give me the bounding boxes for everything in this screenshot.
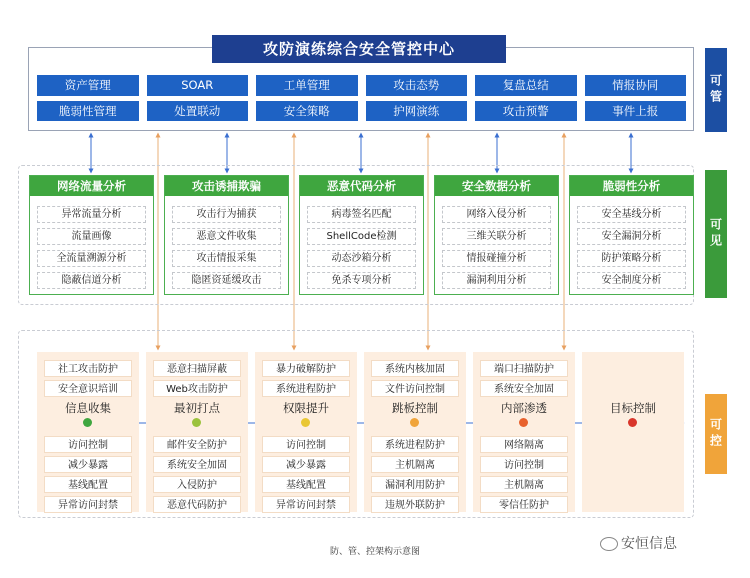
stage-label: 内部渗透 [501, 401, 547, 415]
stage-item[interactable]: 端口扫描防护 [480, 360, 568, 377]
vis-item[interactable]: 安全漏洞分析 [577, 228, 686, 245]
vis-col-network-traffic [29, 175, 154, 295]
stage-item[interactable]: 主机隔离 [371, 456, 459, 473]
mgmt-attack-situation[interactable]: 攻击态势 [366, 75, 468, 96]
stage-item[interactable]: 系统进程防护 [262, 380, 350, 397]
stage-item[interactable]: 恶意扫描屏蔽 [153, 360, 241, 377]
stage-item[interactable]: 暴力破解防护 [262, 360, 350, 377]
vis-header: 恶意代码分析 [300, 176, 423, 196]
side-tab-manage: 可管 [705, 48, 727, 132]
vis-header: 网络流量分析 [30, 176, 153, 196]
mgmt-security-policy[interactable]: 安全策略 [256, 101, 358, 122]
stage-item[interactable]: 入侵防护 [153, 476, 241, 493]
vis-item[interactable]: 动态沙箱分析 [307, 250, 416, 267]
stage-item[interactable]: 系统内核加固 [371, 360, 459, 377]
vis-item[interactable]: ShellCode检测 [307, 228, 416, 245]
side-tab-see: 可见 [705, 170, 727, 298]
timeline-dot-3 [301, 418, 310, 427]
stage-item[interactable]: 恶意代码防护 [153, 496, 241, 513]
stage-item[interactable]: 基线配置 [262, 476, 350, 493]
vis-col-vulnerability [569, 175, 694, 295]
mgmt-asset-management[interactable]: 资产管理 [37, 75, 139, 96]
stage-item[interactable]: 网络隔离 [480, 436, 568, 453]
stage-initial-access [146, 352, 248, 512]
mgmt-response-linkage[interactable]: 处置联动 [147, 101, 249, 122]
side-tab-control: 可控 [705, 394, 727, 474]
vis-item[interactable]: 三维关联分析 [442, 228, 551, 245]
stage-item[interactable]: 异常访问封禁 [44, 496, 132, 513]
stage-item[interactable]: 异常访问封禁 [262, 496, 350, 513]
vis-header: 攻击诱捕欺骗 [165, 176, 288, 196]
vis-col-security-data [434, 175, 559, 295]
timeline-dot-2 [192, 418, 201, 427]
mgmt-vuln-management[interactable]: 脆弱性管理 [37, 101, 139, 122]
page-title: 攻防演练综合安全管控中心 [212, 35, 506, 63]
stage-item[interactable]: 文件访问控制 [371, 380, 459, 397]
vis-header: 脆弱性分析 [570, 176, 693, 196]
stage-pivot-control [364, 352, 466, 512]
figure-caption: 防、管、控架构示意图 [329, 547, 420, 557]
stage-item[interactable]: 基线配置 [44, 476, 132, 493]
stage-lateral-movement [473, 352, 575, 512]
stage-item[interactable]: Web攻击防护 [153, 380, 241, 397]
mgmt-soar[interactable]: SOAR [147, 75, 249, 96]
stage-item[interactable]: 减少暴露 [44, 456, 132, 473]
stage-privilege-escalation [255, 352, 357, 512]
stage-label: 权限提升 [283, 401, 329, 415]
stage-item[interactable]: 系统进程防护 [371, 436, 459, 453]
vis-col-deception [164, 175, 289, 295]
timeline-dot-1 [83, 418, 92, 427]
stage-item[interactable]: 主机隔离 [480, 476, 568, 493]
mgmt-review-summary[interactable]: 复盘总结 [475, 75, 577, 96]
vis-col-malware [299, 175, 424, 295]
mgmt-incident-report[interactable]: 事件上报 [585, 101, 687, 122]
mgmt-attack-warning[interactable]: 攻击预警 [475, 101, 577, 122]
stage-item[interactable]: 系统安全加固 [153, 456, 241, 473]
vis-item[interactable]: 全流量溯源分析 [37, 250, 146, 267]
vis-item[interactable]: 安全基线分析 [577, 206, 686, 223]
stage-item[interactable]: 减少暴露 [262, 456, 350, 473]
vis-item[interactable]: 网络入侵分析 [442, 206, 551, 223]
mgmt-intel-collab[interactable]: 情报协同 [585, 75, 687, 96]
brand-watermark [600, 533, 677, 553]
vis-item[interactable]: 防护策略分析 [577, 250, 686, 267]
timeline-dot-4 [410, 418, 419, 427]
vis-item[interactable]: 攻击情报采集 [172, 250, 281, 267]
wechat-icon [600, 537, 618, 551]
stage-item[interactable]: 邮件安全防护 [153, 436, 241, 453]
timeline-dot-5 [519, 418, 528, 427]
stage-target-control [582, 352, 684, 512]
management-grid [37, 75, 686, 121]
stage-label: 目标控制 [610, 401, 656, 415]
vis-item[interactable]: 攻击行为捕获 [172, 206, 281, 223]
vis-item[interactable]: 病毒签名匹配 [307, 206, 416, 223]
stage-item[interactable]: 访问控制 [44, 436, 132, 453]
stage-label: 信息收集 [65, 401, 111, 415]
stage-label: 跳板控制 [392, 401, 438, 415]
mgmt-ticket-management[interactable]: 工单管理 [256, 75, 358, 96]
vis-item[interactable]: 流量画像 [37, 228, 146, 245]
stage-item[interactable]: 访问控制 [262, 436, 350, 453]
vis-item[interactable]: 隐匿资延缓攻击 [172, 272, 281, 289]
stage-item[interactable]: 社工攻击防护 [44, 360, 132, 377]
timeline-dot-6 [628, 418, 637, 427]
stage-item[interactable]: 系统安全加固 [480, 380, 568, 397]
vis-item[interactable]: 漏洞利用分析 [442, 272, 551, 289]
stage-item[interactable]: 漏洞利用防护 [371, 476, 459, 493]
vis-item[interactable]: 免杀专项分析 [307, 272, 416, 289]
stage-item[interactable]: 访问控制 [480, 456, 568, 473]
stage-item[interactable]: 零信任防护 [480, 496, 568, 513]
vis-item[interactable]: 安全制度分析 [577, 272, 686, 289]
vis-item[interactable]: 情报碰撞分析 [442, 250, 551, 267]
stage-label: 最初打点 [174, 401, 220, 415]
vis-item[interactable]: 异常流量分析 [37, 206, 146, 223]
stage-item[interactable]: 安全意识培训 [44, 380, 132, 397]
vis-item[interactable]: 恶意文件收集 [172, 228, 281, 245]
vis-item[interactable]: 隐蔽信道分析 [37, 272, 146, 289]
stage-item[interactable]: 违规外联防护 [371, 496, 459, 513]
stage-info-gathering [37, 352, 139, 512]
brand-name: 安恒信息 [621, 536, 677, 552]
vis-header: 安全数据分析 [435, 176, 558, 196]
mgmt-hw-exercise[interactable]: 护网演练 [366, 101, 468, 122]
